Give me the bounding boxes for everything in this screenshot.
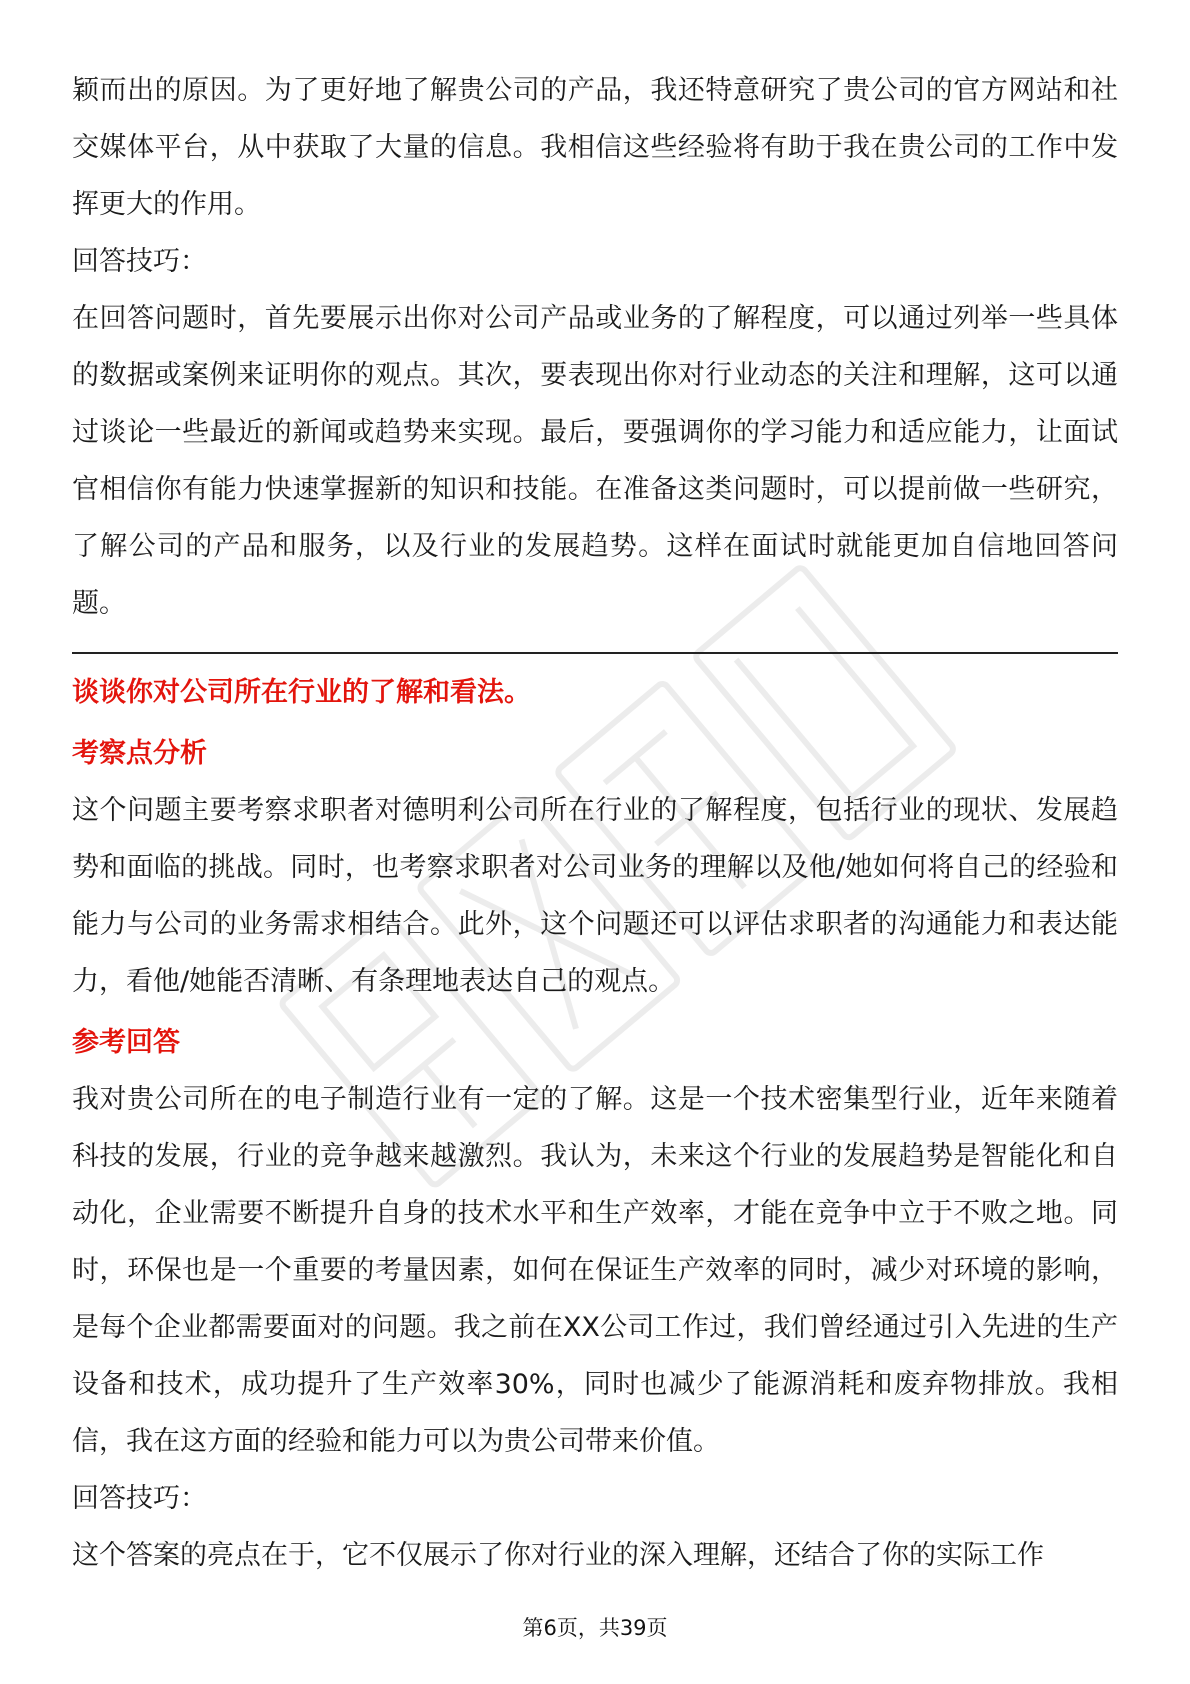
section-divider	[72, 652, 1118, 654]
tips-label: 回答技巧：	[72, 246, 207, 277]
page-content	[72, 62, 1118, 1584]
reference-answer-paragraph: 我对贵公司所在的电子制造行业有一定的了解。这是一个技术密集型行业，近年来随着科技的发展，行业的竞争越来越激烈。我认为，未来这个行业的发展趋势是智能化和自动化，企业需要不断提升自身的技术水平和生产效率，才能在竞争中立于不败之地。同时，环保也是一个重要的考量因素，如何在保证生产效率的同时，减少对环境的影响，是每个企业都需要面对的问题。我之前在XX公司工作过，我们曾经通过引入先进的生产设备和技术，成功提升了生产效率30%，同时也减少了能源消耗和废弃物排放。我相信，我在这方面的经验和能力可以为贵公司带来价值。	[72, 1084, 1118, 1457]
question-heading: 谈谈你对公司所在行业的了解和看法。	[72, 677, 531, 708]
reference-answer-heading: 参考回答	[72, 1027, 180, 1058]
tips-label: 回答技巧：	[72, 1483, 207, 1514]
analysis-heading: 考察点分析	[72, 738, 207, 769]
page-number: 第6页，共39页	[522, 1616, 668, 1640]
tips-paragraph: 在回答问题时，首先要展示出你对公司产品或业务的了解程度，可以通过列举一些具体的数据或案例来证明你的观点。其次，要表现出你对行业动态的关注和理解，这可以通过谈论一些最近的新闻或趋势来实现。最后，要强调你的学习能力和适应能力，让面试官相信你有能力快速掌握新的知识和技能。在准备这类问题时，可以提前做一些研究，了解公司的产品和服务，以及行业的发展趋势。这样在面试时就能更加自信地回答问题。	[72, 303, 1118, 619]
continuation-paragraph: 颖而出的原因。为了更好地了解贵公司的产品，我还特意研究了贵公司的官方网站和社交媒体平台，从中获取了大量的信息。我相信这些经验将有助于我在贵公司的工作中发挥更大的作用。	[72, 75, 1118, 220]
analysis-paragraph: 这个问题主要考察求职者对德明利公司所在行业的了解程度，包括行业的现状、发展趋势和面临的挑战。同时，也考察求职者对公司业务的理解以及他/她如何将自己的经验和能力与公司的业务需求相结合。此外，这个问题还可以评估求职者的沟通能力和表达能力，看他/她能否清晰、有条理地表达自己的观点。	[72, 795, 1118, 997]
tips-paragraph: 这个答案的亮点在于，它不仅展示了你对行业的深入理解，还结合了你的实际工作	[72, 1540, 1044, 1571]
